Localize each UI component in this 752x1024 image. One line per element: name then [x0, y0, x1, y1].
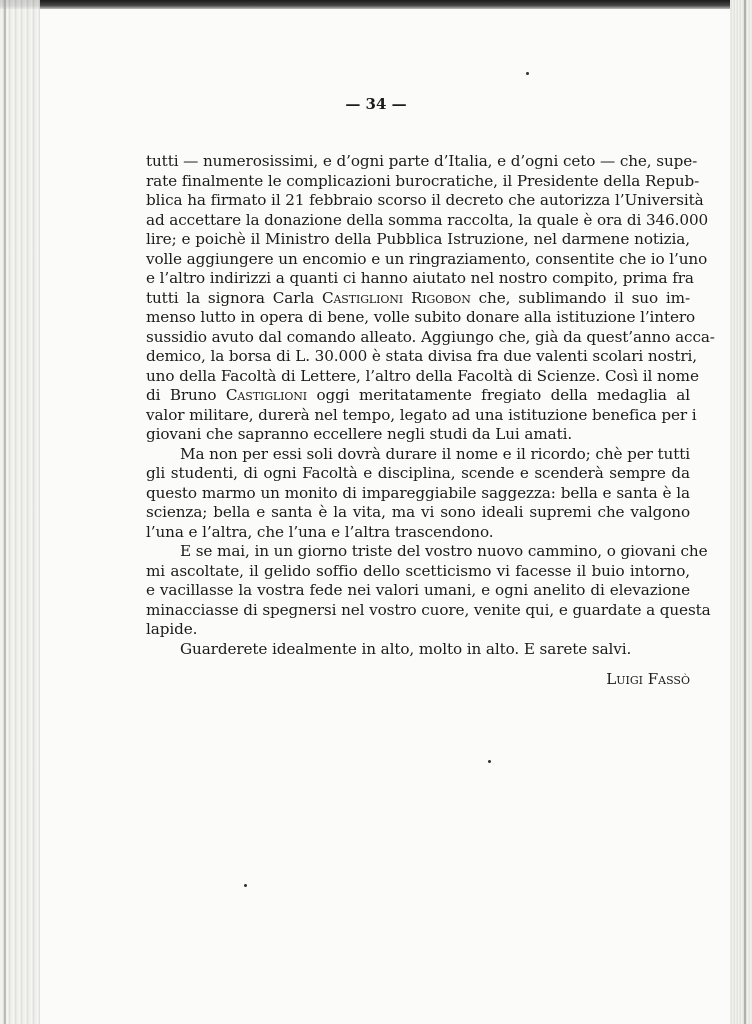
- text-line: minacciasse di spegnersi nel vostro cuore, venite qui, e guardate a questa: [146, 600, 711, 619]
- text-line: tutti — numerosissimi, e d’ogni parte d’Italia, e d’ogni ceto — che, supe-: [146, 152, 698, 170]
- scan-speck: [244, 884, 247, 887]
- scan-right-gutter: [730, 0, 752, 1024]
- text-line: menso lutto in opera di bene, volle subito donare alla istituzione l’intero: [146, 308, 696, 326]
- text-line: mi ascoltate, il gelido soffio dello scetticismo vi facesse il buio intorno,: [146, 561, 690, 580]
- text-line: ad accettare la donazione della somma raccolta, la quale è ora di 346.000: [146, 210, 709, 229]
- text-line: e vacillasse la vostra fede nei valori umani, e ogni anelito di elevazione: [146, 581, 690, 599]
- paragraph: [146, 152, 715, 445]
- text-line: rate finalmente le complicazioni burocratiche, il Presidente della Repub-: [146, 171, 700, 190]
- text-line: gli studenti, di ogni Facoltà e disciplina, scende e scenderà sempre da: [146, 464, 690, 482]
- scan-speck: [488, 760, 491, 763]
- paragraph: [146, 445, 690, 543]
- scan-right-edge-line: [744, 0, 746, 1024]
- text-line: di Bruno Castiglioni oggi meritatamente fregiato della medaglia al: [146, 386, 690, 404]
- text-line: lire; e poichè il Ministro della Pubblica Istruzione, nel darmene notizia,: [146, 230, 690, 248]
- author-signature: Luigi Fassò: [606, 670, 690, 688]
- paragraph: [146, 542, 711, 640]
- text-line: E se mai, in un giorno triste del vostro nuovo cammino, o giovani che: [180, 542, 708, 560]
- scan-speck: [526, 72, 529, 75]
- text-line: volle aggiungere un encomio e un ringraziamento, consentite che io l’uno: [146, 249, 708, 268]
- scan-left-gutter: [0, 0, 40, 1024]
- text-line: tutti la signora Carla Castiglioni Rigobon che, sublimando il suo im-: [146, 288, 690, 307]
- text-line: blica ha firmato il 21 febbraio scorso il decreto che autorizza l’Università: [146, 191, 704, 209]
- scan-top-border: [0, 0, 752, 9]
- page-number: — 34 —: [345, 95, 407, 113]
- text-line: scienza; bella e santa è la vita, ma vi sono ideali supremi che valgono: [146, 503, 690, 521]
- text-line: e l’altro indirizzi a quanti ci hanno aiutato nel nostro compito, prima fra: [146, 269, 694, 287]
- text-line: valor militare, durerà nel tempo, legato ad una istituzione benefica per i: [146, 405, 697, 424]
- text-line: Ma non per essi soli dovrà durare il nome e il ricordo; chè per tutti: [180, 444, 690, 463]
- text-line: questo marmo un monito di impareggiabile saggezza: bella e santa è la: [146, 483, 690, 502]
- text-line: demico, la borsa di L. 30.000 è stata divisa fra due valenti scolari nostri,: [146, 347, 697, 365]
- scan-left-edge-line: [4, 0, 6, 1024]
- text-line: uno della Facoltà di Lettere, l’altro della Facoltà di Scienze. Così il nome: [146, 366, 699, 385]
- text-line: sussidio avuto dal comando alleato. Aggiungo che, già da quest’anno acca-: [146, 327, 715, 346]
- text-line: l’una e l’altra, che l’una e l’altra trascendono.: [146, 522, 494, 541]
- text-line: giovani che sapranno eccellere negli studi da Lui amati.: [146, 425, 573, 443]
- text-line: Guarderete idealmente in alto, molto in alto. E sarete salvi.: [180, 639, 632, 658]
- text-line: lapide.: [146, 620, 198, 638]
- body-text: [146, 152, 715, 659]
- paragraph: [146, 640, 690, 660]
